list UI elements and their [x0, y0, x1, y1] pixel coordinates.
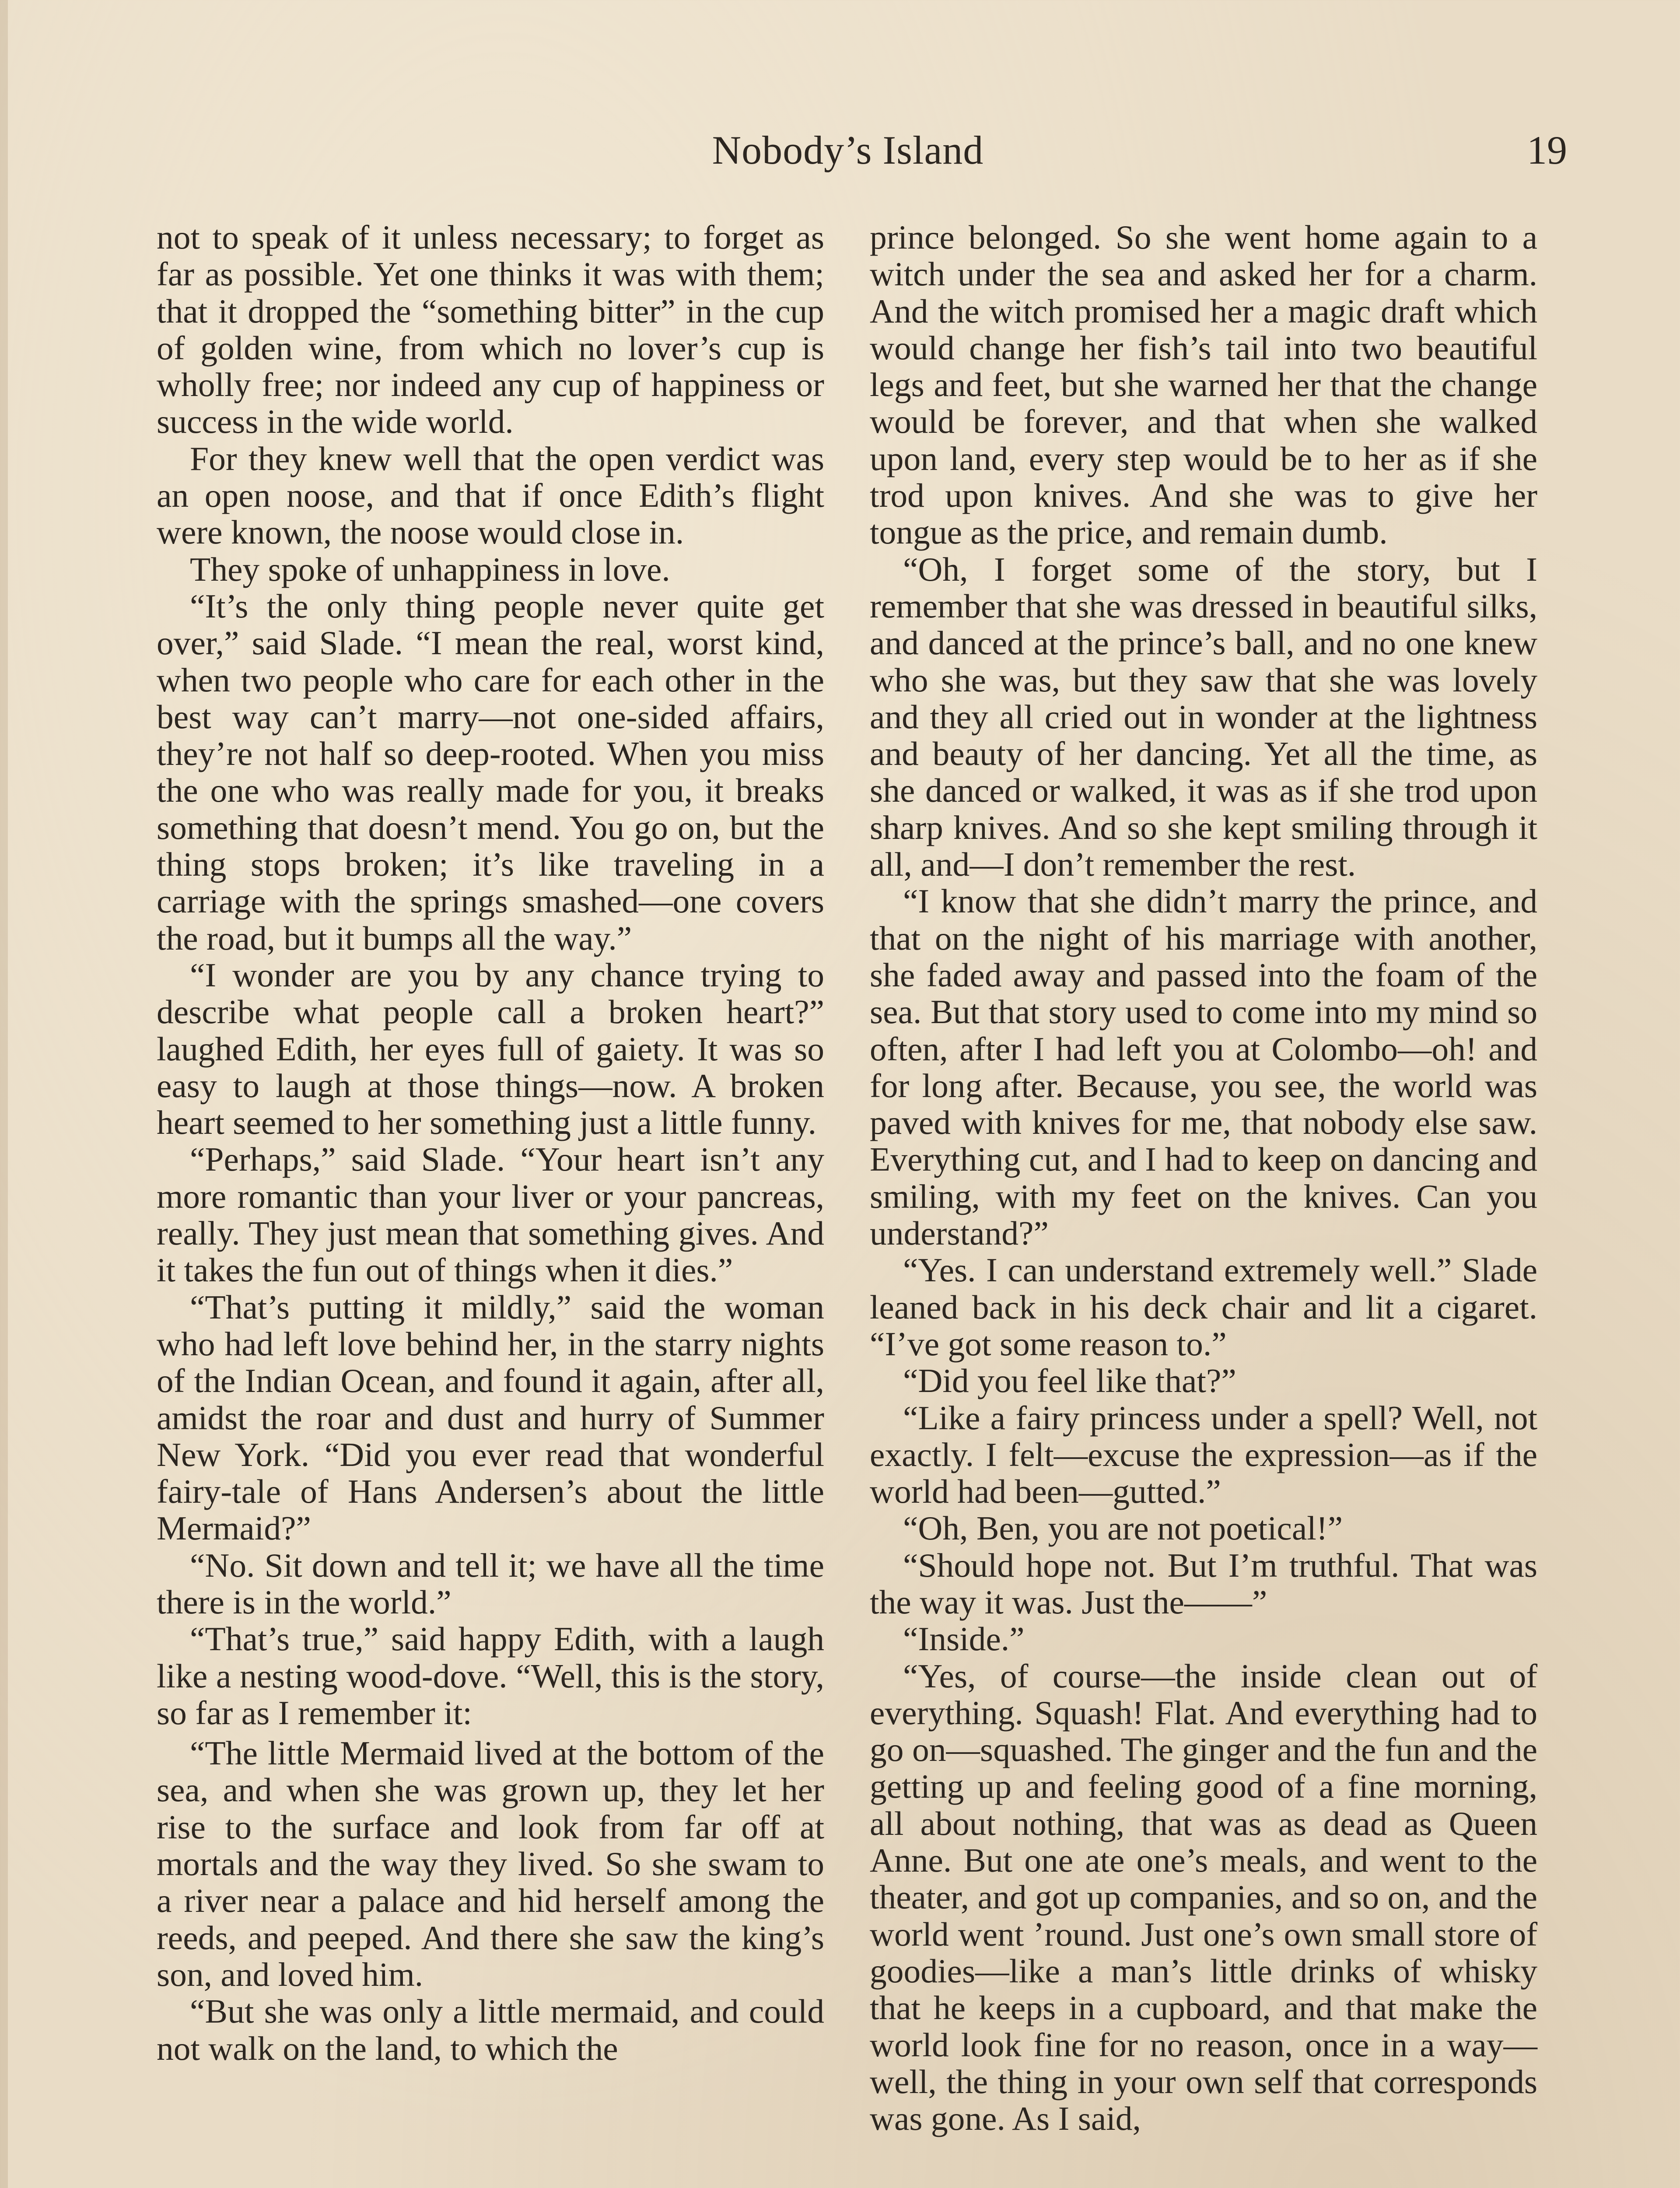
paragraph: “Did you feel like that?” [903, 1362, 1236, 1400]
paragraph: “Should hope not. But I’m truthful. That was the way it was. Just the——” [870, 1546, 1537, 1621]
running-title: Nobody’s Island [712, 128, 984, 172]
paragraph: “No. Sit down and tell it; we have all the time there is in the world.” [157, 1546, 824, 1621]
paragraph: “But she was only a little mermaid, and could not walk on the land, to which the [157, 1992, 824, 2067]
paragraph: “Perhaps,” said Slade. “Your heart isn’t any more romantic than your liver or your pancreas, really. They just mean that something gives. And it takes the fun out of things when it dies.” [157, 1140, 824, 1289]
paragraph: “I wonder are you by any chance trying to describe what people call a broken heart?” laughed Edith, her eyes full of gaiety. It was so easy to laugh at those things—now. A broken heart seemed to her something just a little funny. [157, 956, 824, 1142]
paragraph: “It’s the only thing people never quite get over,” said Slade. “I mean the real, worst kind, when two people who care for each other in the best way can’t marry—not one-sided affairs, they’re not half so deep-rooted. When you miss the one who was really made for you, it breaks something that doesn’t mend. You go on, but the thing stops broken; it’s like traveling in a carriage with the springs smashed—one covers the road, but it bumps all the way.” [157, 587, 824, 957]
page-number: 19 [1527, 128, 1567, 172]
paragraph: “The little Mermaid lived at the bottom of the sea, and when she was grown up, they let her rise to the surface and look from far off at mortals and the way they lived. So she swam to a river near a palace and hid herself among the reeds, and peeped. And there she saw the king’s son, and loved him. [157, 1734, 824, 1993]
paragraph: “Yes. I can understand extremely well.” Slade leaned back in his deck chair and lit a cigaret. “I’ve got some reason to.” [870, 1251, 1537, 1363]
paragraph: prince belonged. So she went home again to a witch under the sea and asked her for a charm. And the witch promised her a magic draft which would change her fish’s tail into two beautiful legs and feet, but she warned her that the change would be forever, and that when she walked upon land, every step would be to her as if she trod upon knives. And she was to give her tongue as the price, and remain dumb. [870, 218, 1537, 551]
paragraph: “Like a fairy princess under a spell? Well, not exactly. I felt—excuse the expression—as if the world had been—gutted.” [870, 1399, 1537, 1511]
right-text-column [870, 219, 1537, 2137]
paragraph: “Yes, of course—the inside clean out of everything. Squash! Flat. And everything had to go on—squashed. The ginger and the fun and the getting up and feeling good of a fine morning, all about nothing, that was as dead as Queen Anne. But one ate one’s meals, and went to the theater, and got up companies, and so on, and the world went ’round. Just one’s own small store of goodies—like a man’s little drinks of whisky that he keeps in a cupboard, and that make the world look fine for no reason, once in a way—well, the thing in your own self that corresponds was gone. As I said, [870, 1657, 1537, 2138]
paragraph: “I know that she didn’t marry the prince, and that on the night of his marriage with another, she faded away and passed into the foam of the sea. But that story used to come into my mind so often, after I had left you at Colombo—oh! and for long after. Because, you see, the world was paved with knives for me, that nobody else saw. Everything cut, and I had to keep on dancing and smiling, with my feet on the knives. Can you understand?” [870, 882, 1537, 1252]
paragraph: “Inside.” [903, 1620, 1025, 1658]
paragraph: For they knew well that the open verdict was an open noose, and that if once Edith’s flight were known, the noose would close in. [157, 439, 824, 551]
paragraph: They spoke of unhappiness in love. [190, 550, 670, 588]
paragraph: “That’s putting it mildly,” said the woman who had left love behind her, in the starry nights of the Indian Ocean, and found it again, after all, amidst the roar and dust and hurry of Summer New York. “Did you ever read that wonderful fairy-tale of Hans Andersen’s about the little Mermaid?” [157, 1288, 824, 1547]
paragraph: not to speak of it unless necessary; to forget as far as possible. Yet one thinks it was with them; that it dropped the “something bitter” in the cup of golden wine, from which no lover’s cup is wholly free; nor indeed any cup of happiness or success in the wide world. [157, 218, 824, 441]
paragraph: “Oh, I forget some of the story, but I remember that she was dressed in beautiful silks, and danced at the prince’s ball, and no one knew who she was, but they saw that she was lovely and they all cried out in wonder at the lightness and beauty of her dancing. Yet all the time, as she danced or walked, it was as if she trod upon sharp knives. And so she kept smiling through it all, and—I don’t remember the rest. [870, 550, 1537, 884]
paragraph: “Oh, Ben, you are not poetical!” [903, 1509, 1343, 1547]
left-text-column [157, 219, 824, 2067]
paragraph: “That’s true,” said happy Edith, with a laugh like a nesting wood-dove. “Well, this is the story, so far as I remember it: [157, 1620, 824, 1732]
